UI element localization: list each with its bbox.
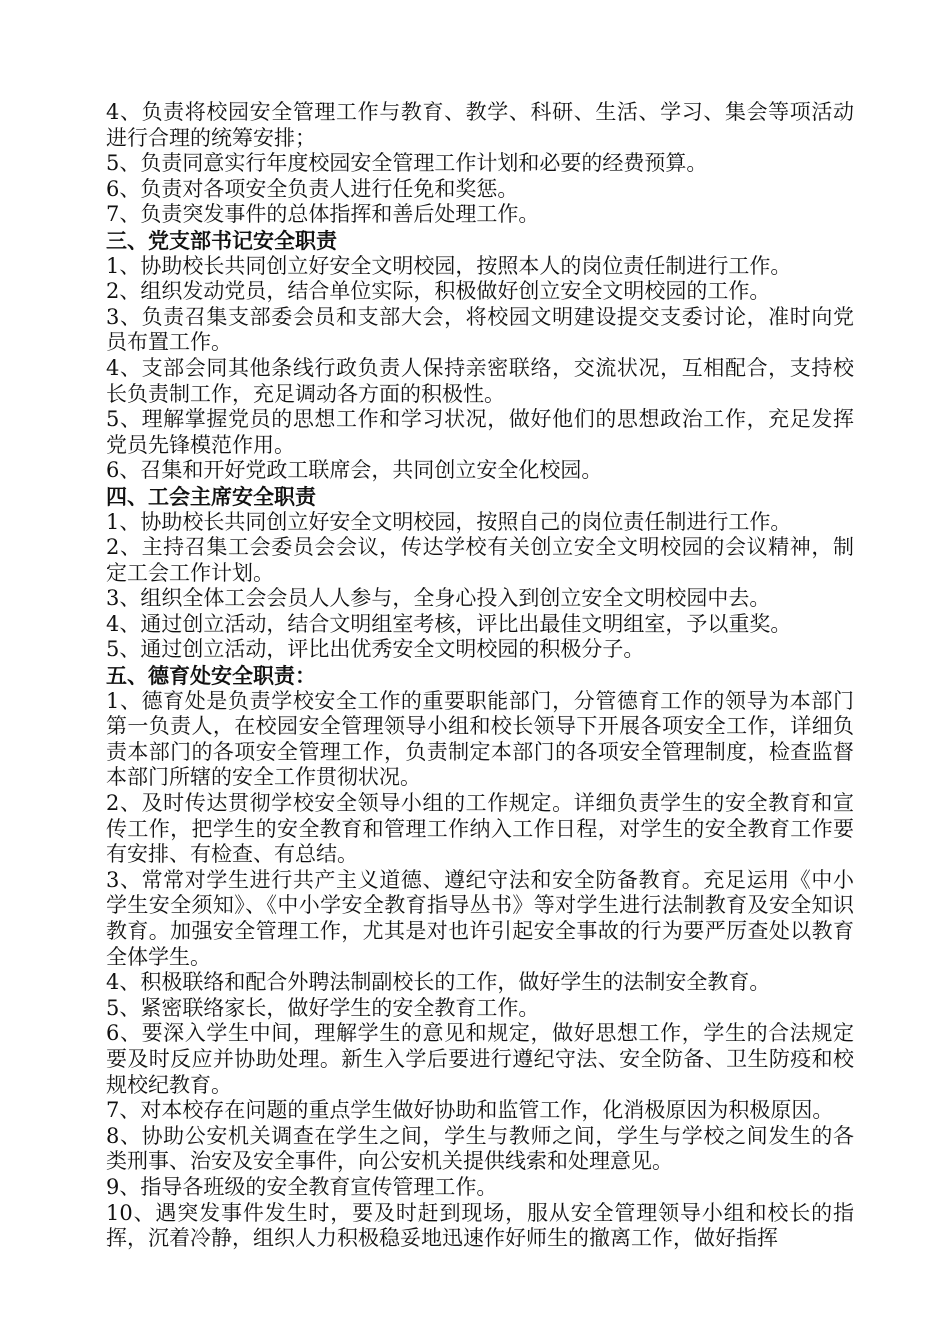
paragraph: 1、协助校长共同创立好安全文明校园，按照本人的岗位责任制进行工作。 — [106, 253, 792, 278]
paragraph: 6、负责对各项安全负责人进行任免和奖惩。 — [106, 176, 519, 201]
paragraph: 6、召集和开好党政工联席会，共同创立安全化校园。 — [106, 458, 603, 483]
paragraph: 9、指导各班级的安全教育宣传管理工作。 — [106, 1174, 498, 1199]
paragraph: 10、遇突发事件发生时，要及时赶到现场，服从安全管理领导小组和校长的指挥，沉着冷静，组织人力积极稳妥地迅速作好师生的撤离工作，做好指挥 — [106, 1200, 854, 1251]
paragraph: 2、及时传达贯彻学校安全领导小组的工作规定。详细负责学生的安全教育和宣传工作，把学生的安全教育和管理工作纳入工作日程，对学生的安全教育工作要有安排、有检查、有总结。 — [106, 791, 854, 867]
paragraph: 2、主持召集工会委员会会议，传达学校有关创立安全文明校园的会议精神，制定工会工作计划。 — [106, 535, 854, 585]
paragraph: 6、要深入学生中间，理解学生的意见和规定，做好思想工作，学生的合法规定要及时反应并协助处理。新生入学后要进行遵纪守法、安全防备、卫生防疫和校规校纪教育。 — [106, 1021, 854, 1097]
paragraph: 4、通过创立活动，结合文明组室考核，评比出最佳文明组室，予以重奖。 — [106, 611, 792, 636]
section-heading: 三、党支部书记安全职责 — [106, 227, 337, 253]
paragraph: 3、负责召集支部委会员和支部大会，将校园文明建设提交支委讨论，准时向党员布置工作。 — [106, 304, 854, 355]
paragraph: 3、组织全体工会会员人人参与，全身心投入到创立安全文明校园中去。 — [106, 586, 771, 611]
paragraph: 1、德育处是负责学校安全工作的重要职能部门，分管德育工作的领导为本部门第一负责人，在校园安全管理领导小组和校长领导下开展各项安全工作，详细负责本部门的各项安全管理工作，负责制定本部门的各项安全管理制度，检查监督本部门所辖的安全工作贯彻状况。 — [106, 688, 854, 790]
section-heading: 四、工会主席安全职责 — [106, 483, 316, 509]
paragraph: 7、负责突发事件的总体指挥和善后处理工作。 — [106, 202, 540, 227]
paragraph: 4、负责将校园安全管理工作与教育、教学、科研、生活、学习、集会等项活动进行合理的统筹安排； — [106, 100, 854, 150]
paragraph: 5、负责同意实行年度校园安全管理工作计划和必要的经费预算。 — [106, 151, 708, 176]
paragraph: 4、支部会同其他条线行政负责人保持亲密联络，交流状况，互相配合，支持校长负责制工作，充足调动各方面的积极性。 — [106, 355, 854, 406]
paragraph: 8、协助公安机关调查在学生之间，学生与教师之间，学生与学校之间发生的各类刑事、治安及安全事件，向公安机关提供线索和处理意见。 — [106, 1123, 854, 1174]
paragraph: 4、积极联络和配合外聘法制副校长的工作，做好学生的法制安全教育。 — [106, 970, 771, 995]
paragraph: 1、协助校长共同创立好安全文明校园，按照自己的岗位责任制进行工作。 — [106, 509, 792, 534]
paragraph: 5、通过创立活动，评比出优秀安全文明校园的积极分子。 — [106, 637, 645, 662]
paragraph: 3、常常对学生进行共产主义道德、遵纪守法和安全防备教育。充足运用《中小学生安全须知》、《中小学安全教育指导丛书》等对学生进行法制教育及安全知识教育。加强安全管理工作，尤其是对也许引起安全事故的行为要严厉查处以教育全体学生。 — [106, 867, 854, 969]
paragraph: 7、对本校存在问题的重点学生做好协助和监管工作，化消极原因为积极原因。 — [106, 1098, 834, 1123]
section-heading: 五、德育处安全职责： — [106, 663, 316, 689]
paragraph: 2、组织发动党员，结合单位实际，积极做好创立安全文明校园的工作。 — [106, 279, 771, 304]
paragraph: 5、紧密联络家长，做好学生的安全教育工作。 — [106, 995, 540, 1020]
paragraph: 5、理解掌握党员的思想工作和学习状况，做好他们的思想政治工作，充足发挥党员先锋模范作用。 — [106, 407, 854, 457]
document-body — [106, 100, 854, 1252]
